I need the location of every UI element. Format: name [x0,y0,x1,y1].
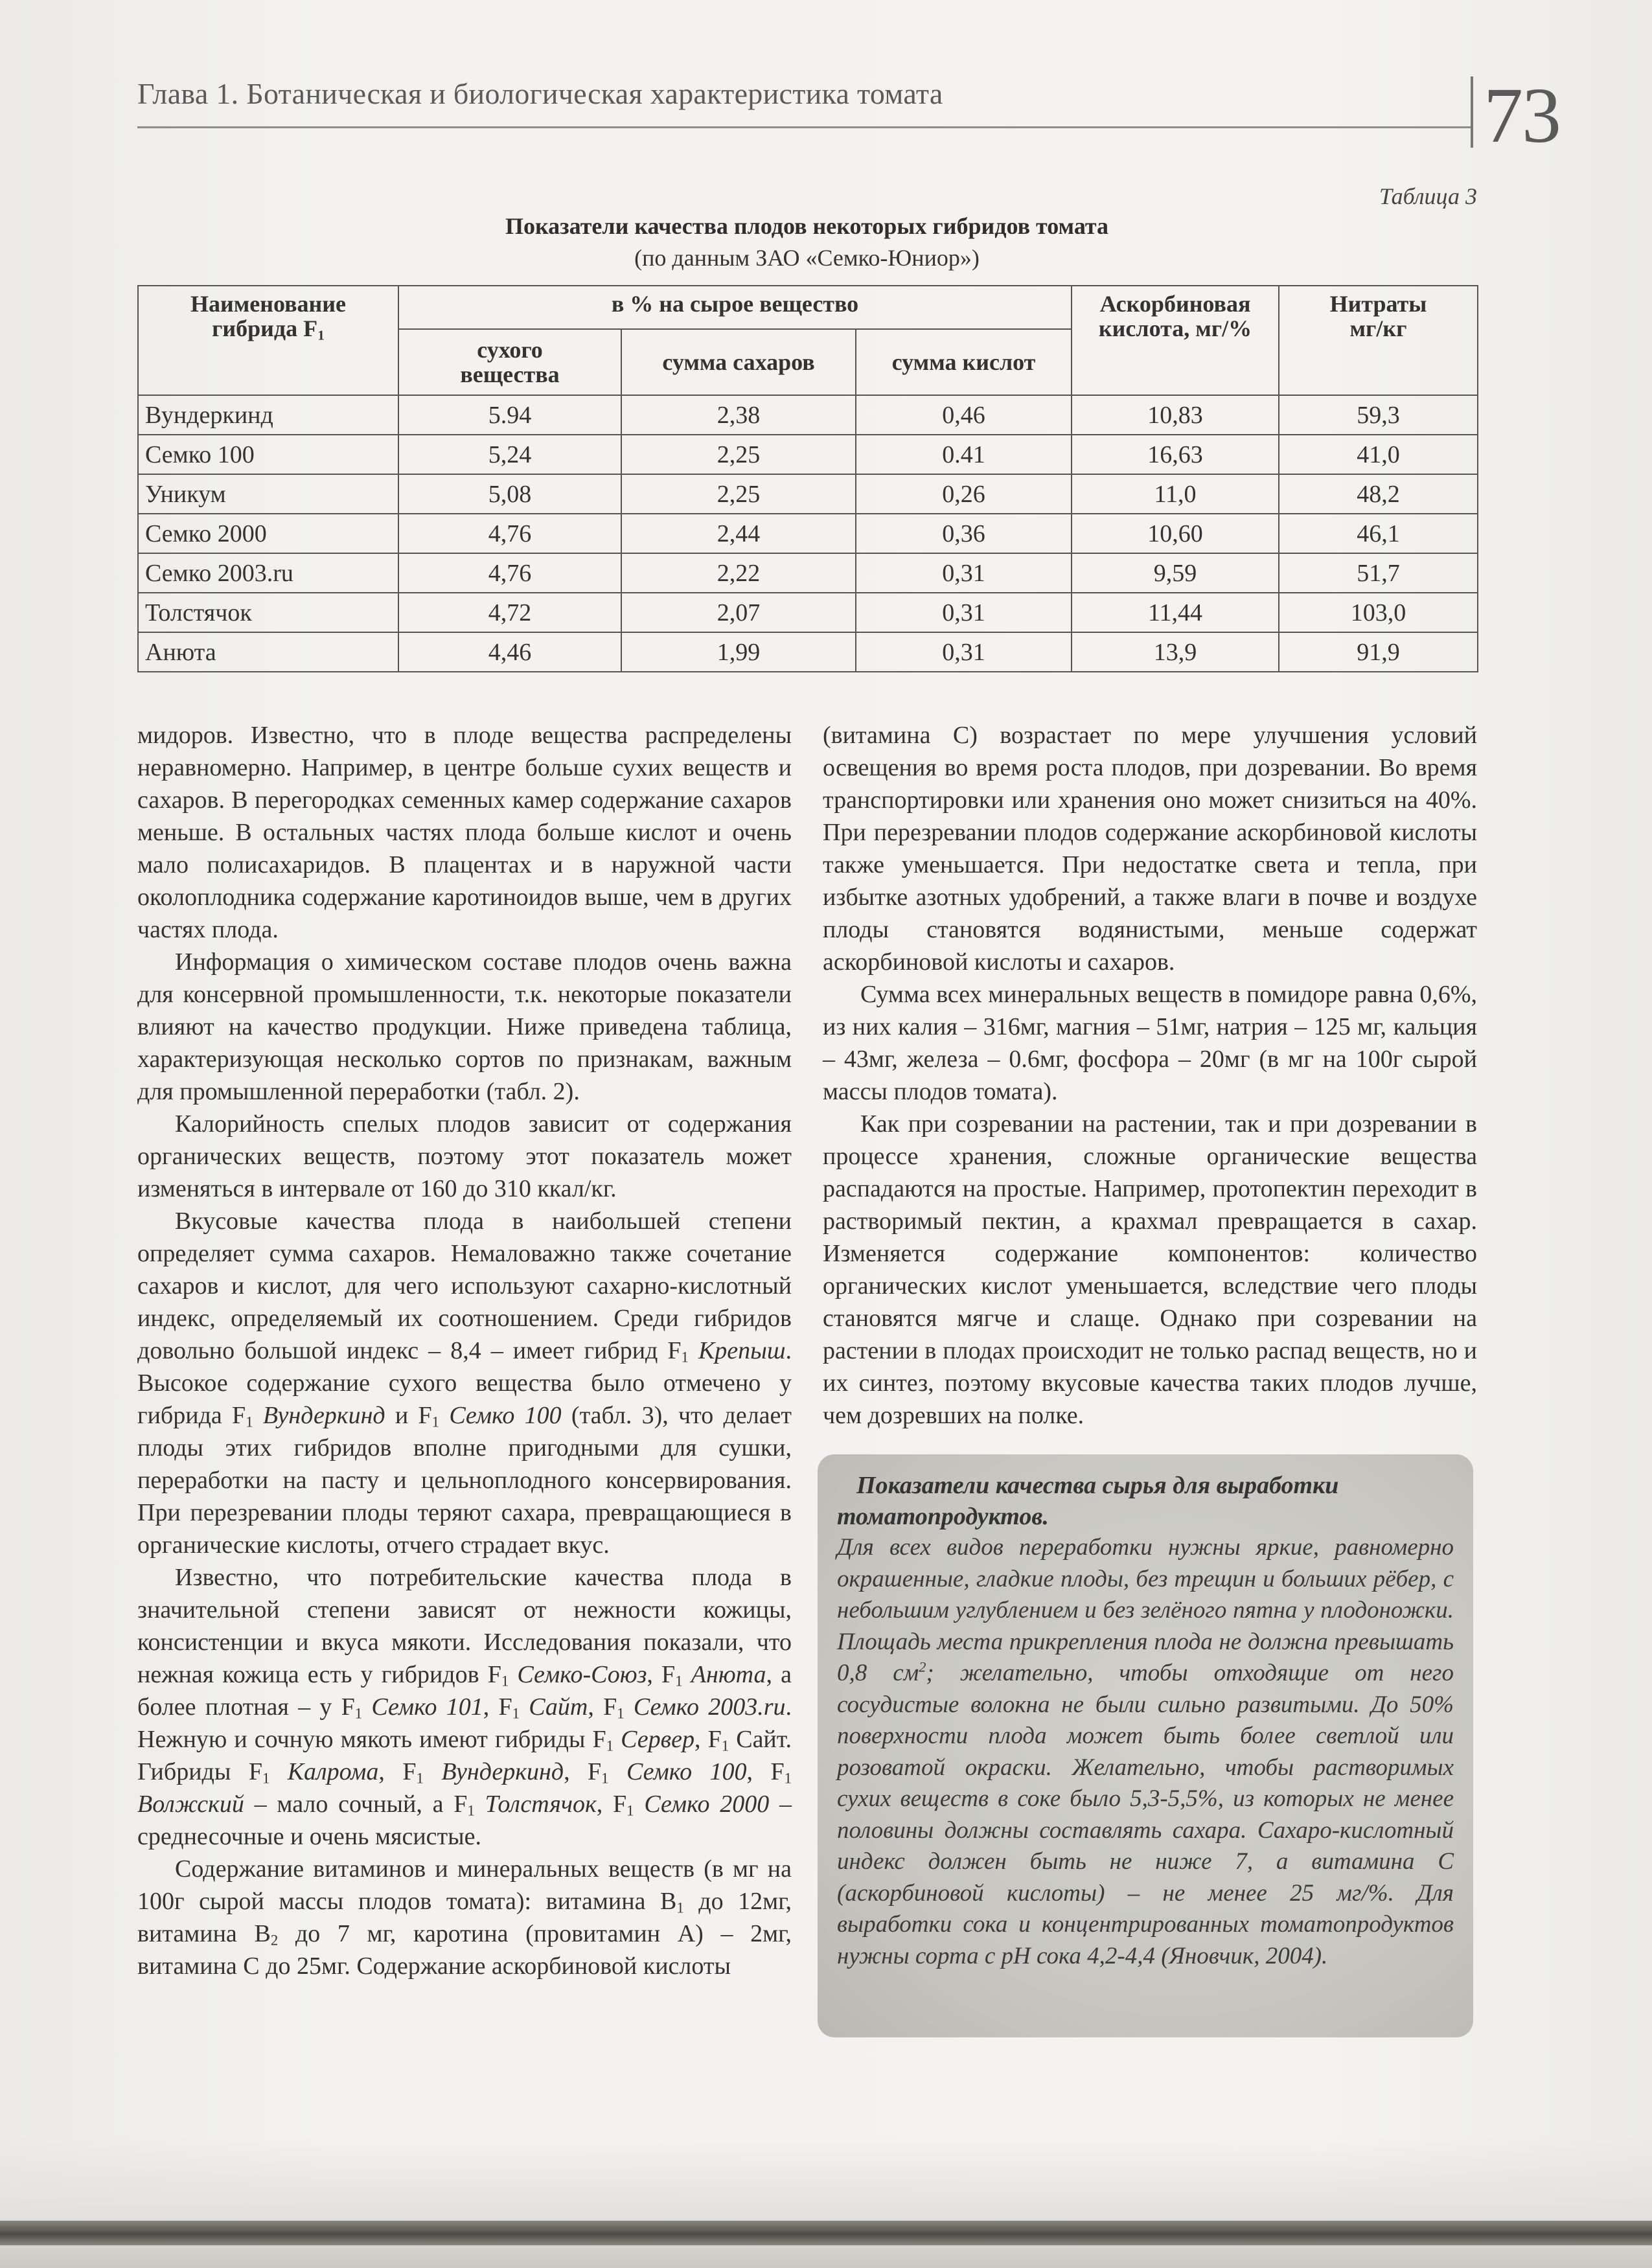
cell-acids: 0.41 [856,435,1072,474]
page-number: 73 [1484,72,1560,159]
cell-dry: 5.94 [398,395,621,435]
cell-sugars: 2,25 [621,435,856,474]
cell-hybrid-name: Семко 2003.ru [138,553,398,593]
cell-hybrid-name: Семко 2000 [138,514,398,553]
paragraph: Информация о химическом составе плодов очень важна для консервной промышленности, т.к. некоторые показатели влияют на качество продукции. Ниже приведена таблица, характеризующая несколько сортов по признакам, важным для промышленной переработки (табл. 2). [137,948,792,1105]
cell-nitrates: 51,7 [1279,553,1478,593]
table-row [138,632,1478,672]
cell-hybrid-name: Анюта [138,632,398,672]
header-dry-matter: сухого вещества [398,329,621,395]
cell-nitrates: 46,1 [1279,514,1478,553]
header-sugars: сумма сахаров [621,329,856,395]
cell-acids: 0,36 [856,514,1072,553]
cell-nitrates: 59,3 [1279,395,1478,435]
cell-ascorbic: 13,9 [1072,632,1279,672]
cell-sugars: 2,22 [621,553,856,593]
paragraph: Сумма всех минеральных веществ в помидоре равна 0,6%, из них калия – 316мг, магния – 51мг, натрия – 125 мг, кальция – 43мг, железа – 0.6мг, фосфора – 20мг (в мг на 100г сырой массы плодов томата). [823,981,1477,1105]
right-text-column [823,719,1477,1432]
table-caption: Таблица 3 [1379,183,1477,209]
cell-nitrates: 103,0 [1279,593,1478,632]
header-hybrid-name: Наименование гибрида $F_1$ [138,286,398,395]
sidebar-title: Показатели качества сырья для выработки томатопродуктов. [837,1472,1339,1530]
paragraph: Вкусовые качества плода в наибольшей степени определяет сумма сахаров. Немаловажно также сочетание сахаров и кислот, для чего используют сахарно-кислотный индекс, определяемый их соотношением. Среди гибридов довольно большой индекс – 8,4 – имеет гибрид $F_1$ Крепыш. Высокое содержание сухого вещества было отмечено у гибрида $F_1$ Вундеркинд и $F_1$ Семко 100 (табл. 3), что делает плоды этих гибридов вполне пригодными для сушки, переработки на пасту и цельноплодного консервирования. При перезревании плоды теряют сахара, превращающиеся в органические кислоты, отчего страдает вкус. [137,1208,792,1559]
cell-dry: 4,76 [398,553,621,593]
cell-ascorbic: 11,0 [1072,474,1279,514]
cell-sugars: 2,44 [621,514,856,553]
cell-nitrates: 41,0 [1279,435,1478,474]
sidebar-content [837,1470,1454,1972]
cell-ascorbic: 9,59 [1072,553,1279,593]
cell-hybrid-name: Семко 100 [138,435,398,474]
info-sidebar-box [818,1454,1473,2037]
paragraph: Как при созревании на растении, так и при дозревании в процессе хранения, сложные органические вещества распадаются на простые. Например, протопектин переходит в растворимый пектин, а крахмал превращается в сахар. Изменяется содержание компонентов: количество органических кислот уменьшается, вследствие чего плоды становятся мягче и слаще. Однако при созревании на растении в плодах происходит не только распад веществ, но и их синтез, поэтому вкусовые качества таких плодов лучше, чем дозревших на полке. [823,1110,1477,1429]
table-subtitle: (по данным ЗАО «Семко-Юниор») [634,245,980,271]
cell-hybrid-name: Толстячок [138,593,398,632]
cell-ascorbic: 10,60 [1072,514,1279,553]
cell-ascorbic: 11,44 [1072,593,1279,632]
cell-dry: 4,76 [398,514,621,553]
table-title: Показатели качества плодов некоторых гибридов томата [505,213,1109,239]
table-row [138,593,1478,632]
cell-ascorbic: 16,63 [1072,435,1279,474]
cell-hybrid-name: Вундеркинд [138,395,398,435]
cell-acids: 0,26 [856,474,1072,514]
cell-dry: 4,72 [398,593,621,632]
cell-acids: 0,31 [856,593,1072,632]
cell-nitrates: 91,9 [1279,632,1478,672]
cell-acids: 0,46 [856,395,1072,435]
paragraph: Калорийность спелых плодов зависит от содержания органических веществ, поэтому этот показатель может изменяться в интервале от 160 до 310 ккал/кг. [137,1110,792,1202]
table-row [138,474,1478,514]
paragraph: мидоров. Известно, что в плоде вещества распределены неравномерно. Например, в центре больше сухих веществ и сахаров. В перегородках семенных камер содержание сахаров меньше. В остальных частях плода больше кислот и очень мало полисахаридов. В плацентах и в наружной части околоплодника содержание каротиноидов выше, чем в других частях плода. [137,722,792,943]
header-acids: сумма кислот [856,329,1072,395]
cell-sugars: 1,99 [621,632,856,672]
table-row [138,435,1478,474]
hybrid-quality-table [137,285,1478,672]
table-row [138,553,1478,593]
cell-sugars: 2,07 [621,593,856,632]
header-ascorbic: Аскорбиновая кислота, мг/% [1072,286,1279,395]
cell-dry: 5,24 [398,435,621,474]
cell-acids: 0,31 [856,632,1072,672]
chapter-header: Глава 1. Ботаническая и биологическая характеристика томата [137,77,943,110]
cell-nitrates: 48,2 [1279,474,1478,514]
paragraph: Известно, что потребительские качества плода в значительной степени зависят от нежности кожицы, консистенции и вкуса мякоти. Исследования показали, что нежная кожица есть у гибридов $F_1$ Семко-Союз, $F_1$ Анюта, а более плотная – у $F_1$ Семко 101, $F_1$ Сайт, $F_1$ Семко 2003.ru. Нежную и сочную мякоть имеют гибриды $F_1$ Сервер, $F_1$ Сайт. Гибриды $F_1$ Калрома, $F_1$ Вундеркинд, $F_1$ Семко 100, $F_1$ Волжский – мало сочный, а $F_1$ Толстячок, $F_1$ Семко 2000 – среднесочные и очень мясистые. [137,1564,792,1850]
cell-sugars: 2,25 [621,474,856,514]
page-bottom-shadow [0,2138,1652,2268]
cell-sugars: 2,38 [621,395,856,435]
cell-acids: 0,31 [856,553,1072,593]
header-raw-substance-group: в % на сырое вещество [398,286,1072,329]
table-row [138,395,1478,435]
sidebar-text: Для всех видов переработки нужны яркие, равномерно окрашенные, гладкие плоды, без трещин и больших рёбер, с небольшим углублением и без зелёного пятна у плодоножки. Площадь места прикрепления плода не должна превышать 0,8 $см^2$; желательно, чтобы отходящие от него сосудистые волокна не были сильно развитыми. До 50% поверхности плода может быть более светлой или розоватой окраски. Желательно, чтобы растворимых сухих веществ в соке было 5,3-5,5%, из которых не менее половины должны составлять сахара. Сахаро-кислотный индекс должен быть не ниже 7, а витамина С (аскорбиновой кислоты) – не менее 25 мг/%. Для выработки сока и концентрированных томатопродуктов нужны сорта с рН сока 4,2-4,4 (Яновчик, 2004). [837,1534,1454,1969]
left-text-column [137,719,792,1982]
cell-dry: 4,46 [398,632,621,672]
cell-ascorbic: 10,83 [1072,395,1279,435]
header-vertical-rule [1471,76,1473,148]
header-rule [137,126,1471,128]
cell-dry: 5,08 [398,474,621,514]
paragraph: Содержание витаминов и минеральных веществ (в мг на 100г сырой массы плодов томата): витамина $B_1$ до 12мг, витамина $B_2$ до 7 мг, каротина (провитамин А) – 2мг, витамина С до 25мг. Содержание аскорбиновой кислоты [137,1855,792,1980]
cell-hybrid-name: Уникум [138,474,398,514]
scan-edge-bar [0,2221,1652,2245]
header-nitrates: Нитраты мг/кг [1279,286,1478,395]
table-row [138,514,1478,553]
paragraph: (витамина С) возрастает по мере улучшения условий освещения во время роста плодов, при дозревании. Во время транспортировки или хранения оно может снизиться на 40%. При перезревании плодов содержание аскорбиновой кислоты также уменьшается. При недостатке света и тепла, при избытке азотных удобрений, а также влаги в почве и воздухе плоды становятся водянистыми, меньше содержат аскорбиновой кислоты и сахаров. [823,722,1477,976]
